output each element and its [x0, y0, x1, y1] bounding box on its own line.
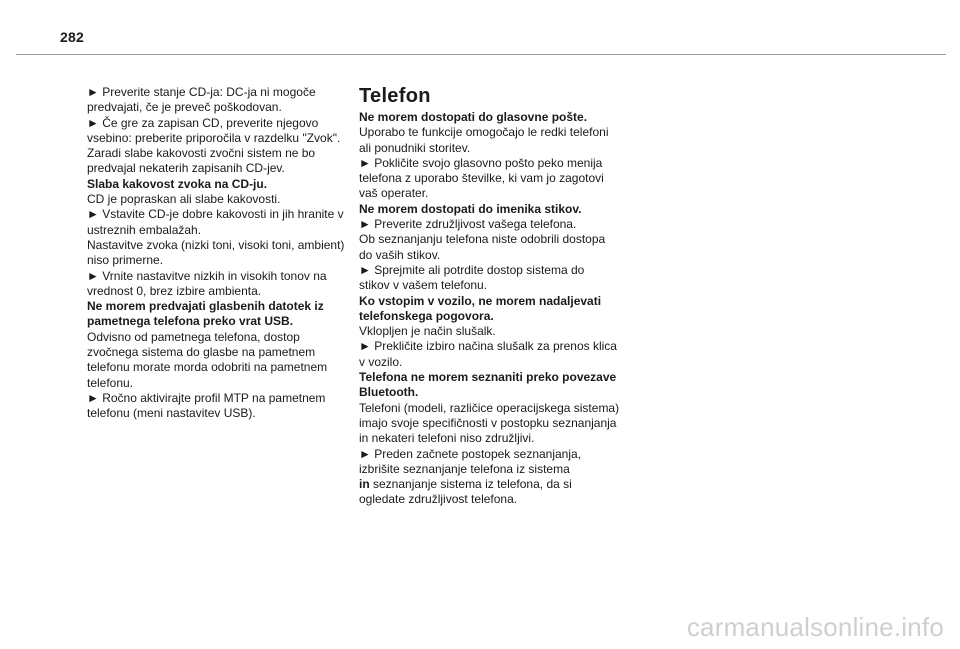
section-title: Telefon: [359, 85, 431, 107]
question-heading: Telefona ne morem seznaniti preko povezave: [359, 370, 617, 385]
body-text-line: imajo svoje specifičnosti v postopku seznanjanja: [359, 415, 617, 430]
question-heading: Ne morem dostopati do glasovne pošte.: [359, 110, 588, 124]
body-text-line: ► Prekličite izbiro načina slušalk za prenos klica: [359, 339, 617, 354]
body-text-line: vrednost 0, brez izbire ambienta.: [87, 283, 262, 298]
body-text-line: ► Vstavite CD-je dobre kakovosti in jih hranite v: [87, 207, 344, 222]
body-text-line: ► Ročno aktivirajte profil MTP na pametnem: [87, 390, 326, 405]
body-text-line: Uporabo te funkcije omogočajo le redki telefoni: [359, 125, 609, 140]
body-text-line: v vozilo.: [359, 354, 403, 369]
question-heading: Ko vstopim v vozilo, ne morem nadaljevati: [359, 293, 602, 308]
body-text-line: Zaradi slabe kakovosti zvočni sistem ne bo: [87, 146, 316, 161]
body-text-line: CD je popraskan ali slabe kakovosti.: [87, 192, 281, 207]
body-text-line: ► Če gre za zapisan CD, preverite njegovo: [87, 115, 319, 130]
body-text-line: predvajal nekaterih zapisanih CD-jev.: [87, 161, 285, 176]
body-text-line: do vaših stikov.: [359, 247, 441, 262]
body-text-line: stikov v vašem telefonu.: [359, 278, 488, 293]
body-text-line: predvajati, če je preveč poškodovan.: [87, 100, 282, 115]
body-text-line: ► Sprejmite ali potrdite dostop sistema do: [359, 262, 585, 277]
body-text-line: ustreznih embalažah.: [87, 222, 202, 237]
body-text-line: ► Preverite združljivost vašega telefona.: [359, 217, 577, 232]
body-text-line: niso primerne.: [87, 253, 164, 268]
body-text-line: telefonu (meni nastavitev USB).: [87, 406, 256, 421]
question-heading: telefonskega pogovora.: [359, 308, 494, 323]
body-text-line: ► Vrnite nastavitve nizkih in visokih tonov na: [87, 268, 327, 283]
question-heading: Ne morem dostopati do imenika stikov.: [359, 201, 582, 216]
body-text-line: ► Pokličite svojo glasovno pošto peko menija: [359, 155, 603, 170]
body-text-line: Ob seznanjanju telefona niste odobrili dostopa: [359, 232, 606, 247]
body-text-line: Nastavitve zvoka (nizki toni, visoki toni, ambient): [87, 237, 345, 252]
body-text-line: ► Preden začnete postopek seznanjanja,: [359, 446, 582, 461]
body-text-line: ogledate združljivost telefona.: [359, 492, 518, 507]
body-text-line: ► Preverite stanje CD-ja: DC-ja ni mogoče: [87, 85, 316, 99]
question-heading: pametnega telefona preko vrat USB.: [87, 314, 294, 329]
body-text-line: izbrišite seznanjanje telefona iz sistema: [359, 461, 570, 476]
bold-word: in: [359, 477, 370, 492]
question-heading: Bluetooth.: [359, 385, 419, 400]
header-divider: [16, 54, 946, 55]
right-column: [359, 85, 621, 508]
body-text-line: in nekateri telefoni niso združljivi.: [359, 431, 535, 446]
right-column-body: [359, 110, 621, 508]
question-heading: Ne morem predvajati glasbenih datotek iz: [87, 299, 324, 314]
body-text-line: ali ponudniki storitev.: [359, 140, 471, 155]
left-column: [87, 85, 349, 422]
body-text-line: vsebino: preberite priporočila v razdelku "Zvok".: [87, 130, 341, 145]
body-text-line: telefona z uporabo številke, ki vam jo zagotovi: [359, 171, 604, 186]
question-heading: Slaba kakovost zvoka na CD-ju.: [87, 176, 268, 191]
body-text-line: Odvisno od pametnega telefona, dostop: [87, 329, 300, 344]
body-text-line: zvočnega sistema do glasbe na pametnem: [87, 345, 316, 360]
body-text-line: telefonu morate morda odobriti na pametnem: [87, 360, 328, 375]
body-text-line: Vklopljen je način slušalk.: [359, 324, 496, 339]
body-text-line: vaš operater.: [359, 186, 429, 201]
body-text-line: Telefoni (modeli, različice operacijskega sistema): [359, 400, 620, 415]
page-number: 282: [60, 29, 84, 45]
watermark: carmanualsonline.info: [686, 612, 944, 642]
body-text-line: telefonu.: [87, 375, 134, 390]
body-text-line: in seznanjanje sistema iz telefona, da si: [359, 477, 572, 492]
